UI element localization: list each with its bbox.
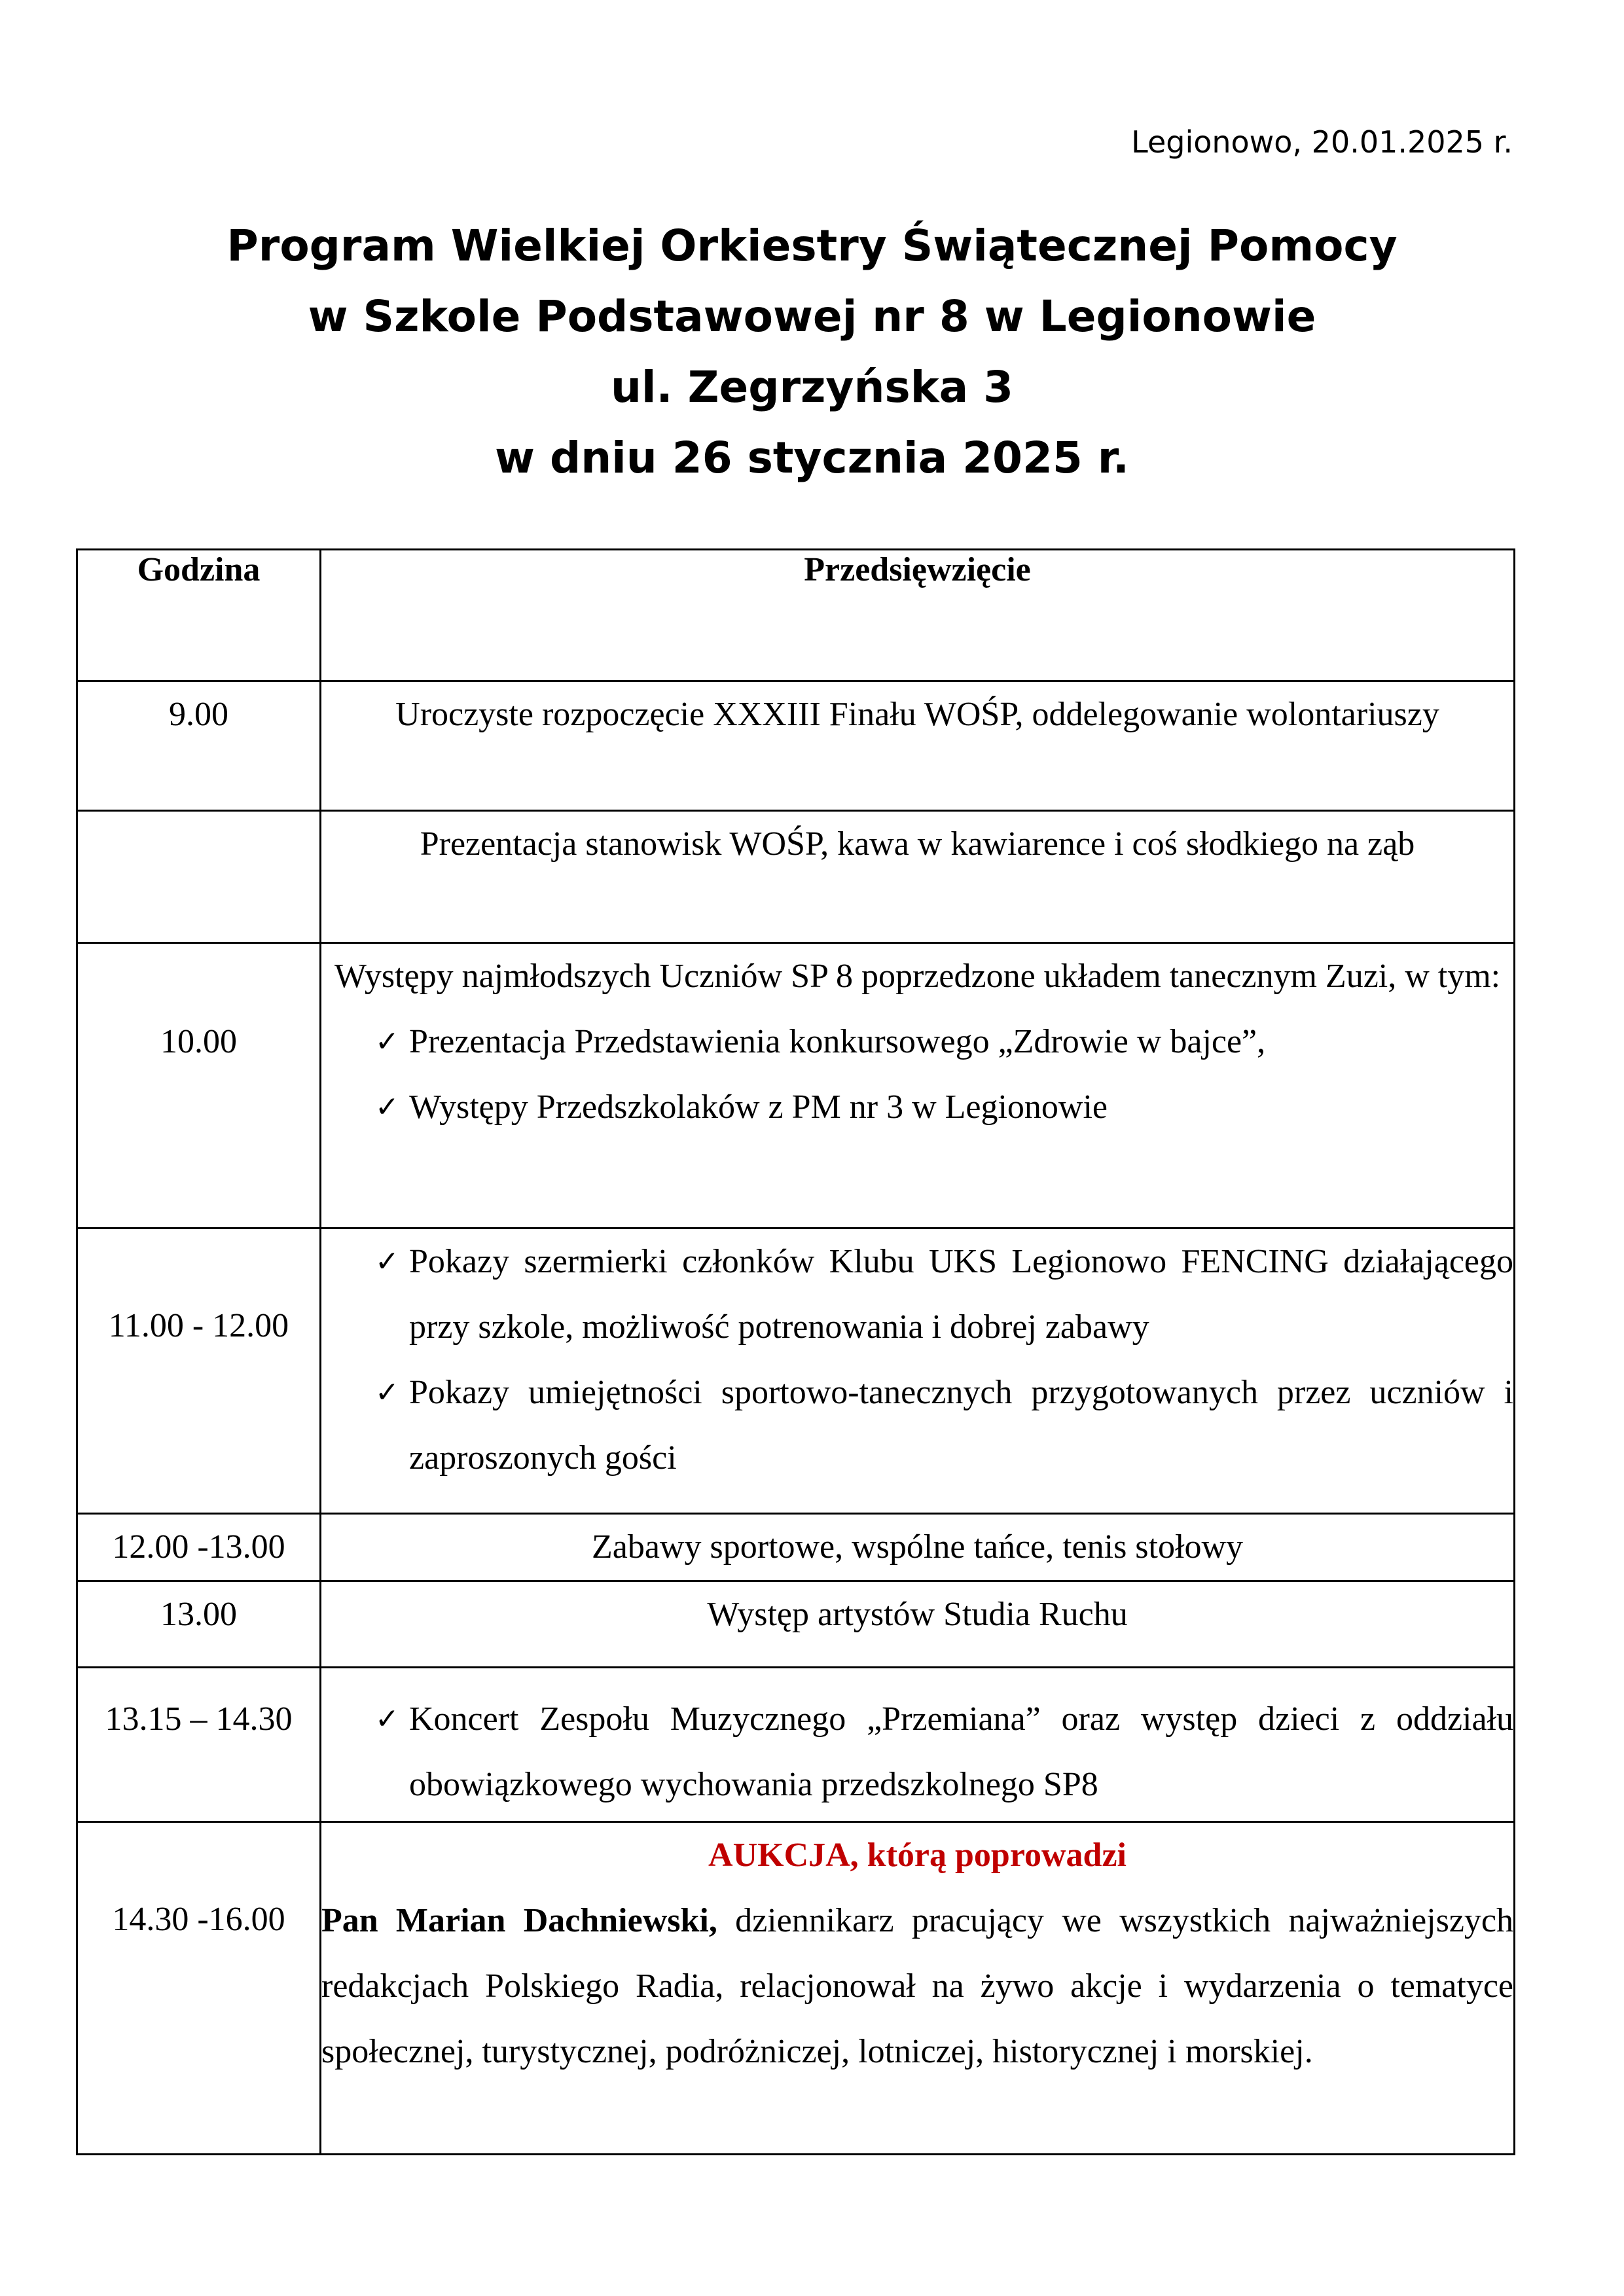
list-item (321, 1360, 1513, 1491)
event-cell (321, 1822, 1515, 2155)
checkmark-icon: ✓ (375, 1245, 399, 1278)
title-line-3: ul. Zegrzyńska 3 (610, 362, 1014, 412)
event-cell: Występ artystów Studia Ruchu (321, 1581, 1515, 1668)
list-item-text: Występy Przedszkolaków z PM nr 3 w Legionowie (409, 1088, 1108, 1126)
title-line-2: w Szkole Podstawowej nr 8 w Legionowie (308, 291, 1316, 342)
table-row (77, 1581, 1515, 1668)
table-row (77, 681, 1515, 811)
list-item-text: Pokazy umiejętności sportowo-tanecznych przygotowanych przez uczniów i zaproszonych gości (409, 1374, 1513, 1477)
event-cell: Zabawy sportowe, wspólne tańce, tenis stołowy (321, 1514, 1515, 1581)
table-row (77, 943, 1515, 1229)
check-list (321, 1229, 1513, 1491)
event-cell (321, 1668, 1515, 1822)
auction-heading: AUKCJA, którą poprowadzi (708, 1837, 1127, 1874)
checkmark-icon: ✓ (375, 1090, 399, 1124)
check-list (321, 1687, 1513, 1818)
time-cell: 12.00 -13.00 (77, 1514, 321, 1581)
host-name: Pan Marian Dachniewski, (321, 1902, 717, 1939)
list-item-text: Koncert Zespołu Muzycznego „Przemiana” oraz występ dzieci z oddziału obowiązkowego wychowania przedszkolnego SP8 (409, 1700, 1513, 1803)
time-cell: 9.00 (77, 681, 321, 811)
list-item (321, 1229, 1513, 1360)
time-cell: 11.00 - 12.00 (77, 1229, 321, 1514)
event-cell (321, 1229, 1515, 1514)
check-list (321, 1009, 1513, 1140)
event-cell (321, 943, 1515, 1229)
table-header-row (77, 550, 1515, 681)
table-row (77, 1229, 1515, 1514)
table-row (77, 811, 1515, 943)
page-title (0, 211, 1624, 493)
event-cell: Prezentacja stanowisk WOŚP, kawa w kawiarence i coś słodkiego na ząb (321, 811, 1515, 943)
list-item (321, 1075, 1513, 1140)
list-item (321, 1009, 1513, 1075)
auction-description (321, 1888, 1513, 2085)
time-cell: 13.15 – 14.30 (77, 1668, 321, 1822)
table-row (77, 1822, 1515, 2155)
checkmark-icon: ✓ (375, 1702, 399, 1736)
time-cell: 14.30 -16.00 (77, 1822, 321, 2155)
column-header-event: Przedsięwzięcie (321, 550, 1515, 681)
list-item (321, 1687, 1513, 1818)
event-intro: Występy najmłodszych Uczniów SP 8 poprzedzone układem tanecznym Zuzi, w tym: (334, 958, 1501, 995)
time-cell: 13.00 (77, 1581, 321, 1668)
place-date: Legionowo, 20.01.2025 r. (1131, 124, 1513, 160)
title-line-4: w dniu 26 stycznia 2025 r. (495, 433, 1129, 483)
time-cell: 10.00 (77, 943, 321, 1229)
table-row (77, 1668, 1515, 1822)
table-row (77, 1514, 1515, 1581)
title-line-1: Program Wielkiej Orkiestry Świątecznej Pomocy (226, 221, 1398, 271)
checkmark-icon: ✓ (375, 1025, 399, 1058)
host-description: dziennikarz pracujący we wszystkich najważniejszych redakcjach Polskiego Radia, relacjonował na żywo akcje i wydarzenia o tematyce społecznej, turystycznej, podróżniczej, lotniczej, historycznej i morskiej. (321, 1902, 1513, 2070)
list-item-text: Pokazy szermierki członków Klubu UKS Legionowo FENCING działającego przy szkole, możliwość potrenowania i dobrej zabawy (409, 1243, 1513, 1346)
column-header-time: Godzina (77, 550, 321, 681)
list-item-text: Prezentacja Przedstawienia konkursowego „Zdrowie w bajce”, (409, 1023, 1266, 1060)
event-cell: Uroczyste rozpoczęcie XXXIII Finału WOŚP, oddelegowanie wolontariuszy (321, 681, 1515, 811)
time-cell (77, 811, 321, 943)
program-table (76, 548, 1515, 2155)
checkmark-icon: ✓ (375, 1376, 399, 1409)
